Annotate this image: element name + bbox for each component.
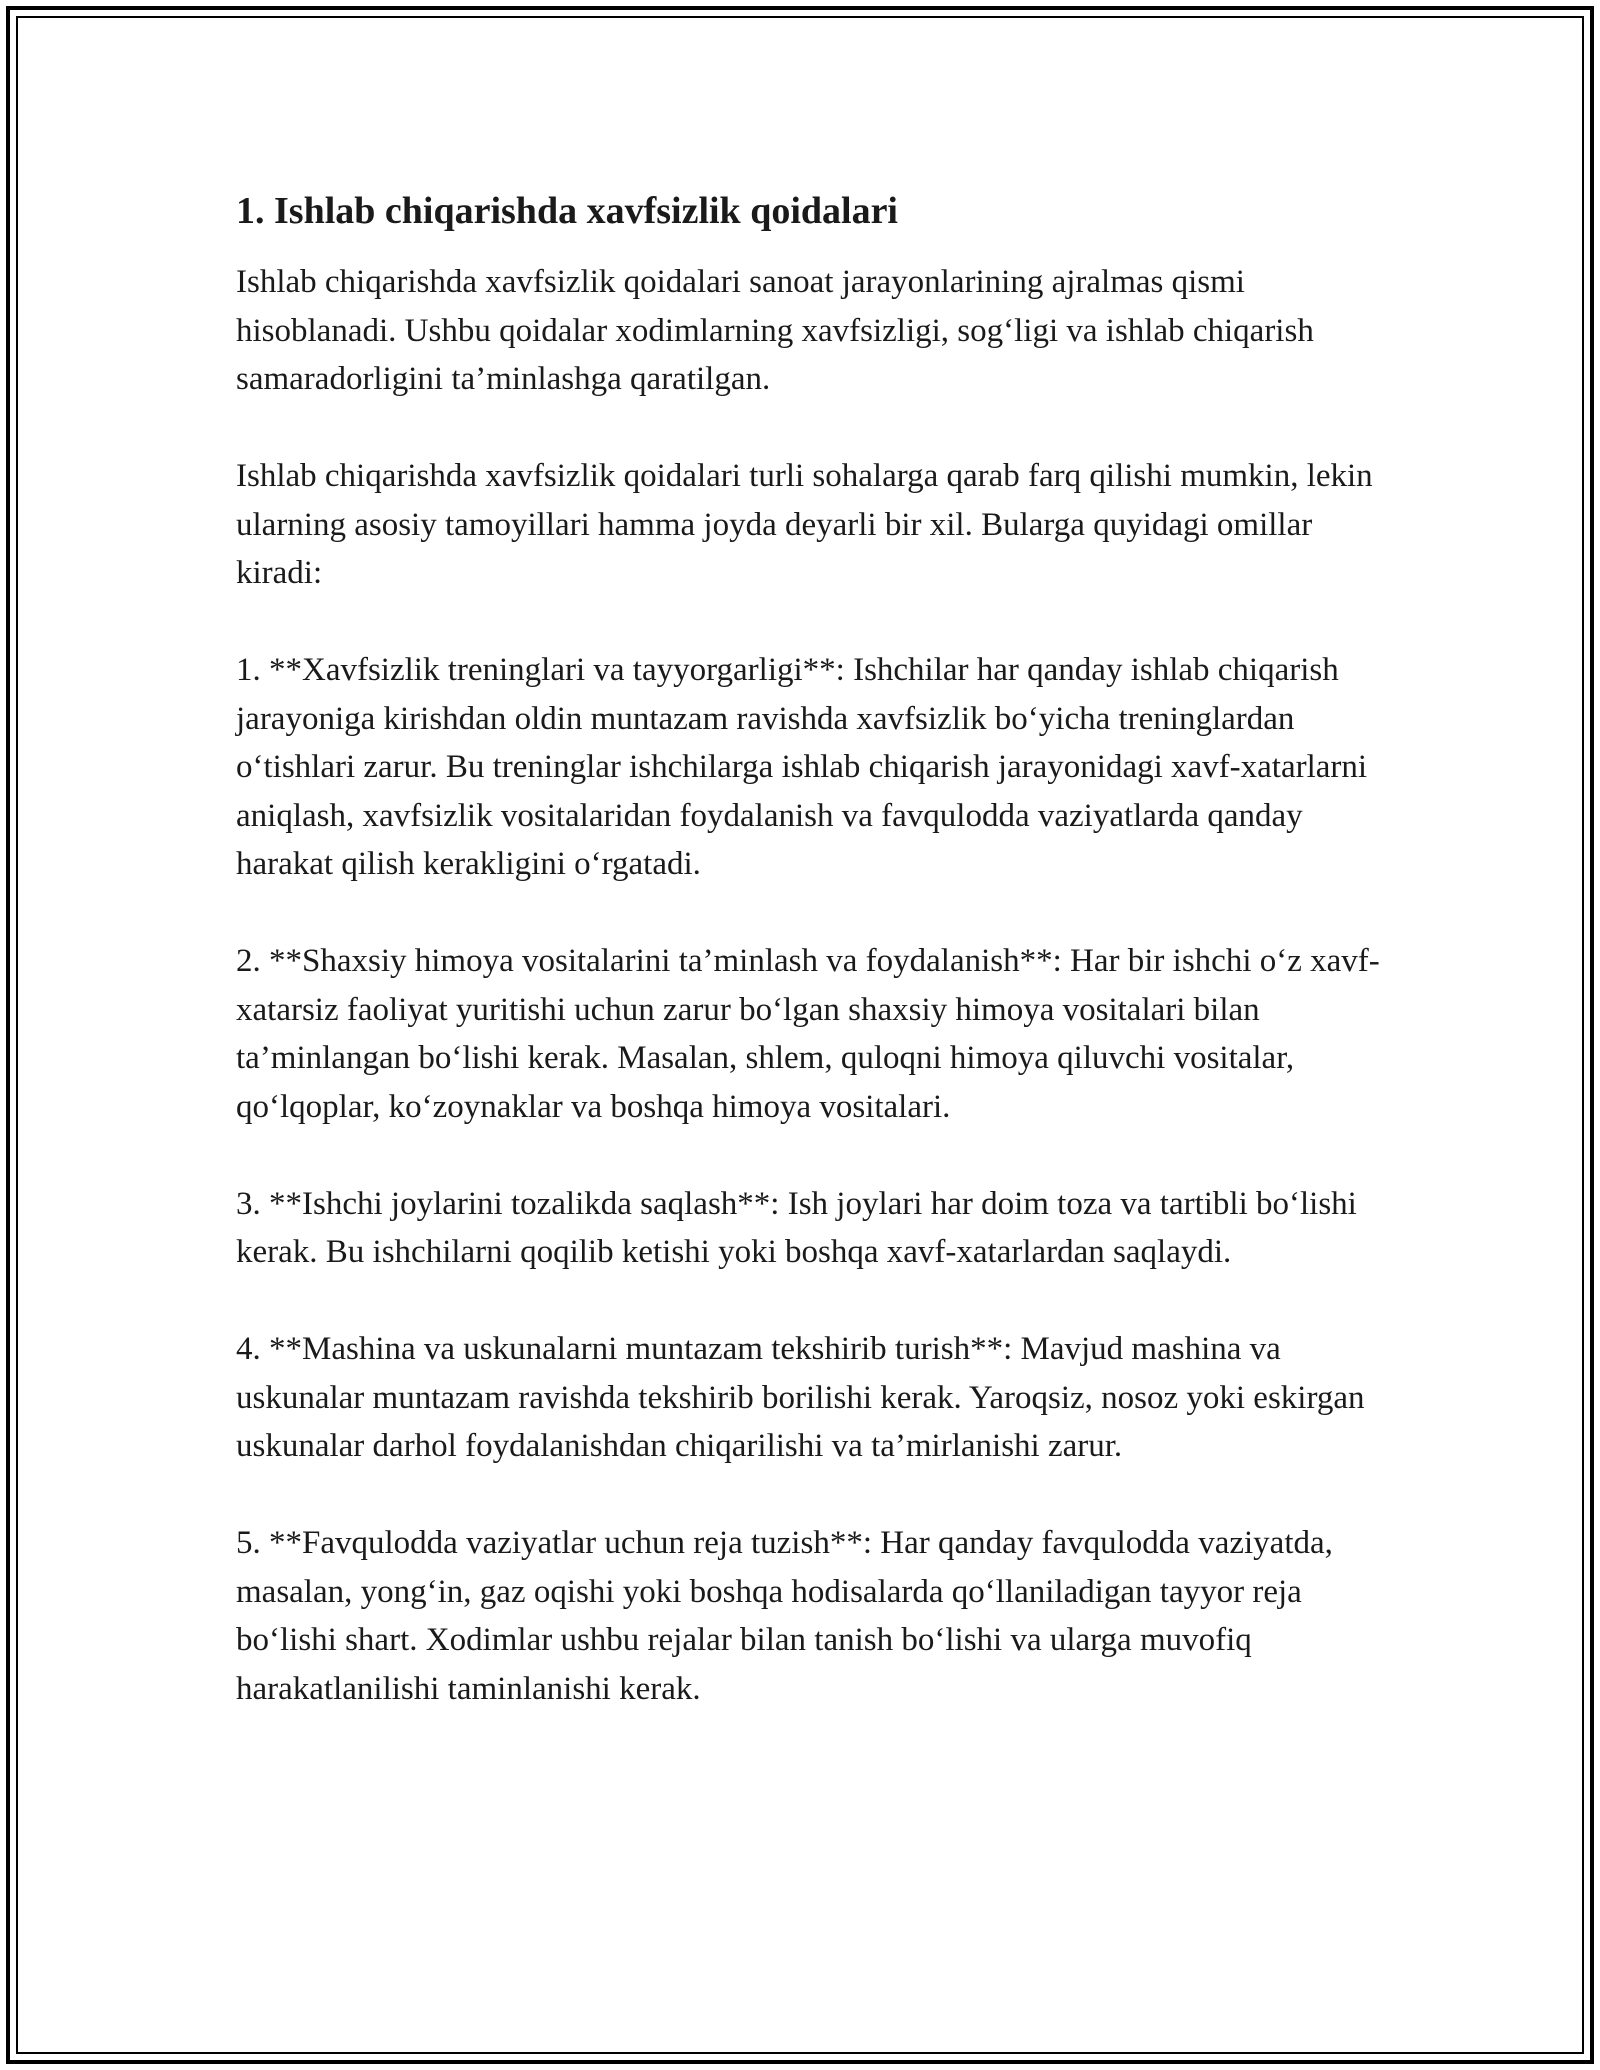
document-title: 1. Ishlab chiqarishda xavfsizlik qoidalari [236,190,898,232]
list-item-safety-training: 1. **Xavfsizlik treninglari va tayyorgarligi**: Ishchilar har qanday ishlab chiqarish jarayoniga kirishdan oldin muntazam ravishda xavfsizlik bo‘yicha treninglardan o‘tishlari zarur. Bu treninglar ishchilarga ishlab chiqarish jarayonidagi xavf-xatarlarni aniqlash, xavfsizlik vositalaridan foydalanish va favqulodda vaziyatlarda qanday harakat qilish kerakligini o‘rgatadi. [236,652,1368,882]
document-body [236,186,1386,1762]
list-item-equipment-inspection: 4. **Mashina va uskunalarni muntazam tekshirib turish**: Mavjud mashina va uskunalar muntazam ravishda tekshirib borilishi kerak. Yaroqsiz, nosoz yoki eskirgan uskunalar darhol foydalanishdan chiqarilishi va ta’mirlanishi zarur. [236,1331,1365,1464]
list-item-clean-workplace: 3. **Ishchi joylarini tozalikda saqlash**: Ish joylari har doim toza va tartibli bo‘lishi kerak. Bu ishchilarni qoqilib ketishi yoki boshqa xavf-xatarlardan saqlaydi. [236,1185,1357,1270]
paragraph-principles: Ishlab chiqarishda xavfsizlik qoidalari turli sohalarga qarab farq qilishi mumkin, lekin ularning asosiy tamoyillari hamma joyda deyarli bir xil. Bularga quyidagi omillar kiradi: [236,458,1373,591]
paragraph-intro: Ishlab chiqarishda xavfsizlik qoidalari sanoat jarayonlarining ajralmas qismi hisoblanadi. Ushbu qoidalar xodimlarning xavfsizligi, sog‘ligi va ishlab chiqarish samaradorligini ta’minlashga qaratilgan. [236,264,1314,397]
list-item-emergency-plan: 5. **Favqulodda vaziyatlar uchun reja tuzish**: Har qanday favqulodda vaziyatda, masalan, yong‘in, gaz oqishi yoki boshqa hodisalarda qo‘llaniladigan tayyor reja bo‘lishi shart. Xodimlar ushbu rejalar bilan tanish bo‘lishi va ularga muvofiq harakatlanilishi taminlanishi kerak. [236,1525,1333,1707]
list-item-protective-equipment: 2. **Shaxsiy himoya vositalarini ta’minlash va foydalanish**: Har bir ishchi o‘z xavf-xatarsiz faoliyat yuritishi uchun zarur bo‘lgan shaxsiy himoya vositalari bilan ta’minlangan bo‘lishi kerak. Masalan, shlem, quloqni himoya qiluvchi vositalar, qo‘lqoplar, ko‘zoynaklar va boshqa himoya vositalari. [236,943,1380,1125]
